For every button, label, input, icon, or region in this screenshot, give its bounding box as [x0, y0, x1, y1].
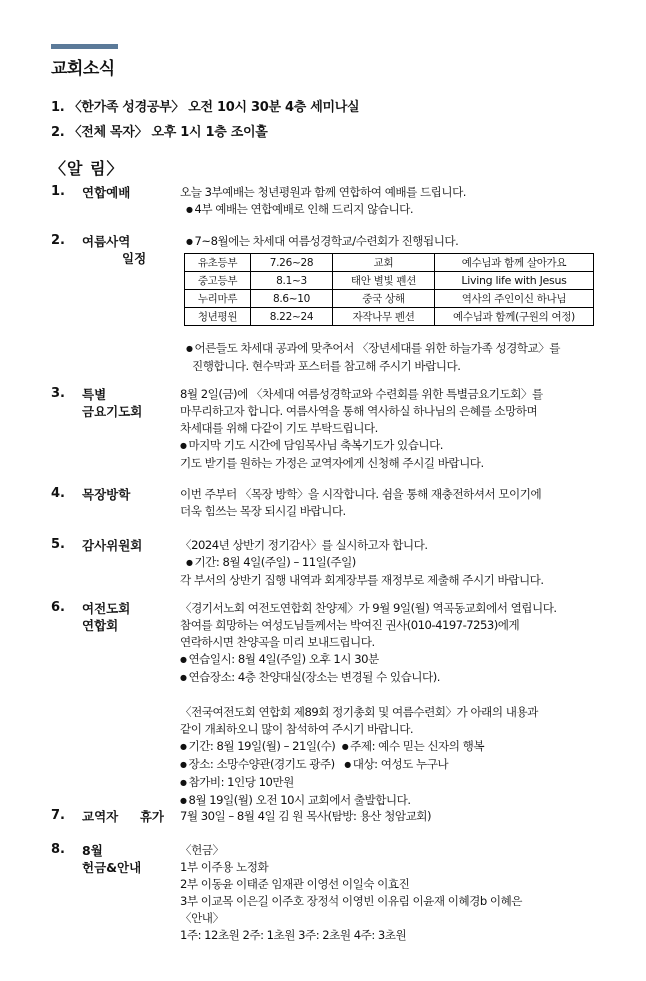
item-7-label — [82, 808, 164, 825]
item-5-body — [180, 537, 600, 589]
item-6-line: 참여를 희망하는 여성도님들께서는 박여진 권사(010-4197-7253)에게 — [180, 618, 520, 632]
item-2-after — [180, 340, 600, 375]
table-cell: 8.6~10 — [251, 290, 333, 308]
item-4-line: 더욱 힘쓰는 목장 되시길 바랍니다. — [180, 504, 346, 518]
item-3-label-line: 금요기도회 — [82, 404, 143, 419]
service-line-2: 2. 〈전체 목자〉 오후 1시 1층 조이홀 — [51, 125, 268, 140]
item-7-number: 7. — [51, 808, 65, 823]
table-cell: 예수님과 함께(구원의 여정) — [435, 308, 594, 326]
item-6-spacer — [180, 687, 600, 704]
item-3-line: 마무리하고자 합니다. 여름사역을 통해 역사하실 하나님의 은혜를 소망하며 — [180, 404, 538, 418]
item-6-line-pair — [180, 756, 600, 774]
item-5-label — [82, 537, 164, 554]
item-2-body — [180, 233, 600, 251]
item-1-line: ● 4부 예배는 연합예배로 인해 드리지 않습니다. — [180, 201, 600, 219]
item-8-line: 1주: 12초원 2주: 1초원 3주: 2초원 4주: 3초원 — [180, 928, 407, 942]
item-6-line: ● 대상: 여성도 누구나 — [344, 757, 448, 771]
item-4-label-line: 목장방학 — [82, 487, 131, 502]
item-3-body — [180, 386, 600, 472]
item-2-line: ● 7~8월에는 차세대 여름성경학교/수련회가 진행됩니다. — [180, 233, 600, 251]
item-4-label — [82, 486, 164, 503]
table-cell: 역사의 주인이신 하나님 — [435, 290, 594, 308]
item-4-body — [180, 486, 600, 520]
item-6-line-pair — [180, 738, 600, 756]
item-2-after-line: 진행합니다. 현수막과 포스터를 참고해 주시기 바랍니다. — [192, 359, 461, 373]
table-cell: 유초등부 — [185, 254, 251, 272]
item-5-label-line: 감사위원회 — [82, 538, 143, 553]
item-6-line: ● 주제: 예수 믿는 신자의 행복 — [342, 739, 484, 753]
table-cell: Living life with Jesus — [435, 272, 594, 290]
item-3-label — [82, 386, 164, 420]
table-row — [185, 254, 594, 272]
item-8-line: 3부 이교목 이은길 이주호 장정석 이영빈 이유림 이윤재 이혜경b 이혜은 — [180, 894, 522, 908]
item-6-line: ● 연습장소: 4층 찬양대실(장소는 변경될 수 있습니다). — [180, 669, 600, 687]
item-1-label — [82, 184, 164, 201]
item-3-number: 3. — [51, 386, 65, 401]
table-cell: 누리마루 — [185, 290, 251, 308]
table-cell: 중국 상해 — [333, 290, 435, 308]
item-6-line: ● 참가비: 1인당 10만원 — [180, 774, 600, 792]
item-3-line: 기도 받기를 원하는 가정은 교역자에게 신청해 주시길 바랍니다. — [180, 456, 484, 470]
item-2-label — [82, 233, 164, 267]
item-6-line: ● 연습일시: 8월 4일(주일) 오후 1시 30분 — [180, 651, 600, 669]
item-6-label — [82, 600, 164, 634]
table-row — [185, 308, 594, 326]
item-3-line: ● 마지막 기도 시간에 담임목사님 축복기도가 있습니다. — [180, 437, 600, 455]
item-6-line: 〈경기서노회 여전도연합회 찬양제〉가 9월 9일(월) 역곡동교회에서 열립니다. — [180, 601, 557, 615]
item-5-line: 〈2024년 상반기 정기감사〉를 실시하고자 합니다. — [180, 538, 428, 552]
item-5-line: ● 기간: 8월 4일(주일) – 11일(주일) — [180, 554, 600, 572]
item-7-line: 7월 30일 – 8월 4일 김 원 목사(탐방: 용산 청암교회) — [180, 809, 431, 823]
item-6-line: ● 장소: 소망수양관(경기도 광주) — [180, 757, 335, 771]
service-line-1: 1. 〈한가족 성경공부〉 오전 10시 30분 4층 세미나실 — [51, 100, 360, 115]
item-1-line: 오늘 3부예배는 청년평원과 함께 연합하여 예배를 드립니다. — [180, 185, 466, 199]
item-8-label-line: 8월 — [82, 843, 103, 858]
table-cell: 청년평원 — [185, 308, 251, 326]
item-2-label-line: 여름사역 — [82, 234, 131, 249]
item-1-body — [180, 184, 600, 219]
item-2-label-line: 일정 — [122, 251, 147, 266]
item-3-line: 8월 2일(금)에 〈차세대 여름성경학교와 수련회를 위한 특별금요기도회〉를 — [180, 387, 543, 401]
table-cell: 8.1~3 — [251, 272, 333, 290]
item-6-line: 연락하시면 찬양곡을 미리 보내드립니다. — [180, 635, 375, 649]
item-6-label-line: 연합회 — [82, 618, 119, 633]
item-5-number: 5. — [51, 537, 65, 552]
item-6-body — [180, 600, 600, 810]
item-6-label-line: 여전도회 — [82, 601, 131, 616]
item-5-line: 각 부서의 상반기 집행 내역과 회계장부를 재정부로 제출해 주시기 바랍니다. — [180, 573, 544, 587]
table-cell: 7.26~28 — [251, 254, 333, 272]
item-8-line: 〈안내〉 — [180, 911, 224, 925]
table-cell: 자작나무 펜션 — [333, 308, 435, 326]
table-row — [185, 290, 594, 308]
item-8-label-line: 헌금&안내 — [82, 860, 142, 875]
item-4-line: 이번 주부터 〈목장 방학〉을 시작합니다. 쉼을 통해 재충전하셔서 모이기에 — [180, 487, 542, 501]
item-8-body — [180, 842, 600, 944]
item-7-body — [180, 808, 600, 825]
item-3-label-line: 특별 — [82, 387, 107, 402]
item-8-line: 〈헌금〉 — [180, 843, 224, 857]
item-1-label-line: 연합예배 — [82, 185, 131, 200]
table-cell: 교회 — [333, 254, 435, 272]
item-2-number: 2. — [51, 233, 65, 248]
item-6-line: 〈전국여전도회 연합회 제89회 정기총회 및 여름수련회〉가 아래의 내용과 — [180, 705, 538, 719]
item-8-number: 8. — [51, 842, 65, 857]
table-row — [185, 272, 594, 290]
item-7-label-line: 교역자 휴가 — [82, 809, 164, 824]
item-3-line: 차세대를 위해 다같이 기도 부탁드립니다. — [180, 421, 378, 435]
table-cell: 중고등부 — [185, 272, 251, 290]
item-4-number: 4. — [51, 486, 65, 501]
table-cell: 8.22~24 — [251, 308, 333, 326]
item-8-line: 2부 이동윤 이태준 임재관 이영선 이일숙 이효진 — [180, 877, 410, 891]
table-cell: 태안 별빛 펜션 — [333, 272, 435, 290]
item-6-line: ● 기간: 8월 19일(월) – 21일(수) — [180, 739, 335, 753]
header-accent-bar — [51, 44, 118, 49]
table-cell: 예수님과 함께 살아가요 — [435, 254, 594, 272]
summer-schedule-table — [184, 253, 594, 326]
item-2-after-line: ● 어른들도 차세대 공과에 맞추어서 〈장년세대를 위한 하늘가족 성경학교〉를 — [180, 340, 600, 358]
item-8-label — [82, 842, 164, 876]
item-6-number: 6. — [51, 600, 65, 615]
item-8-line: 1부 이주용 노정화 — [180, 860, 269, 874]
item-6-line: ● 8월 19일(월) 오전 10시 교회에서 출발합니다. — [180, 792, 600, 810]
item-1-number: 1. — [51, 184, 65, 199]
page-title: 교회소식 — [51, 59, 115, 79]
notice-heading: 〈알 림〉 — [50, 159, 124, 178]
item-6-line: 같이 개최하오니 많이 참석하여 주시기 바랍니다. — [180, 722, 414, 736]
